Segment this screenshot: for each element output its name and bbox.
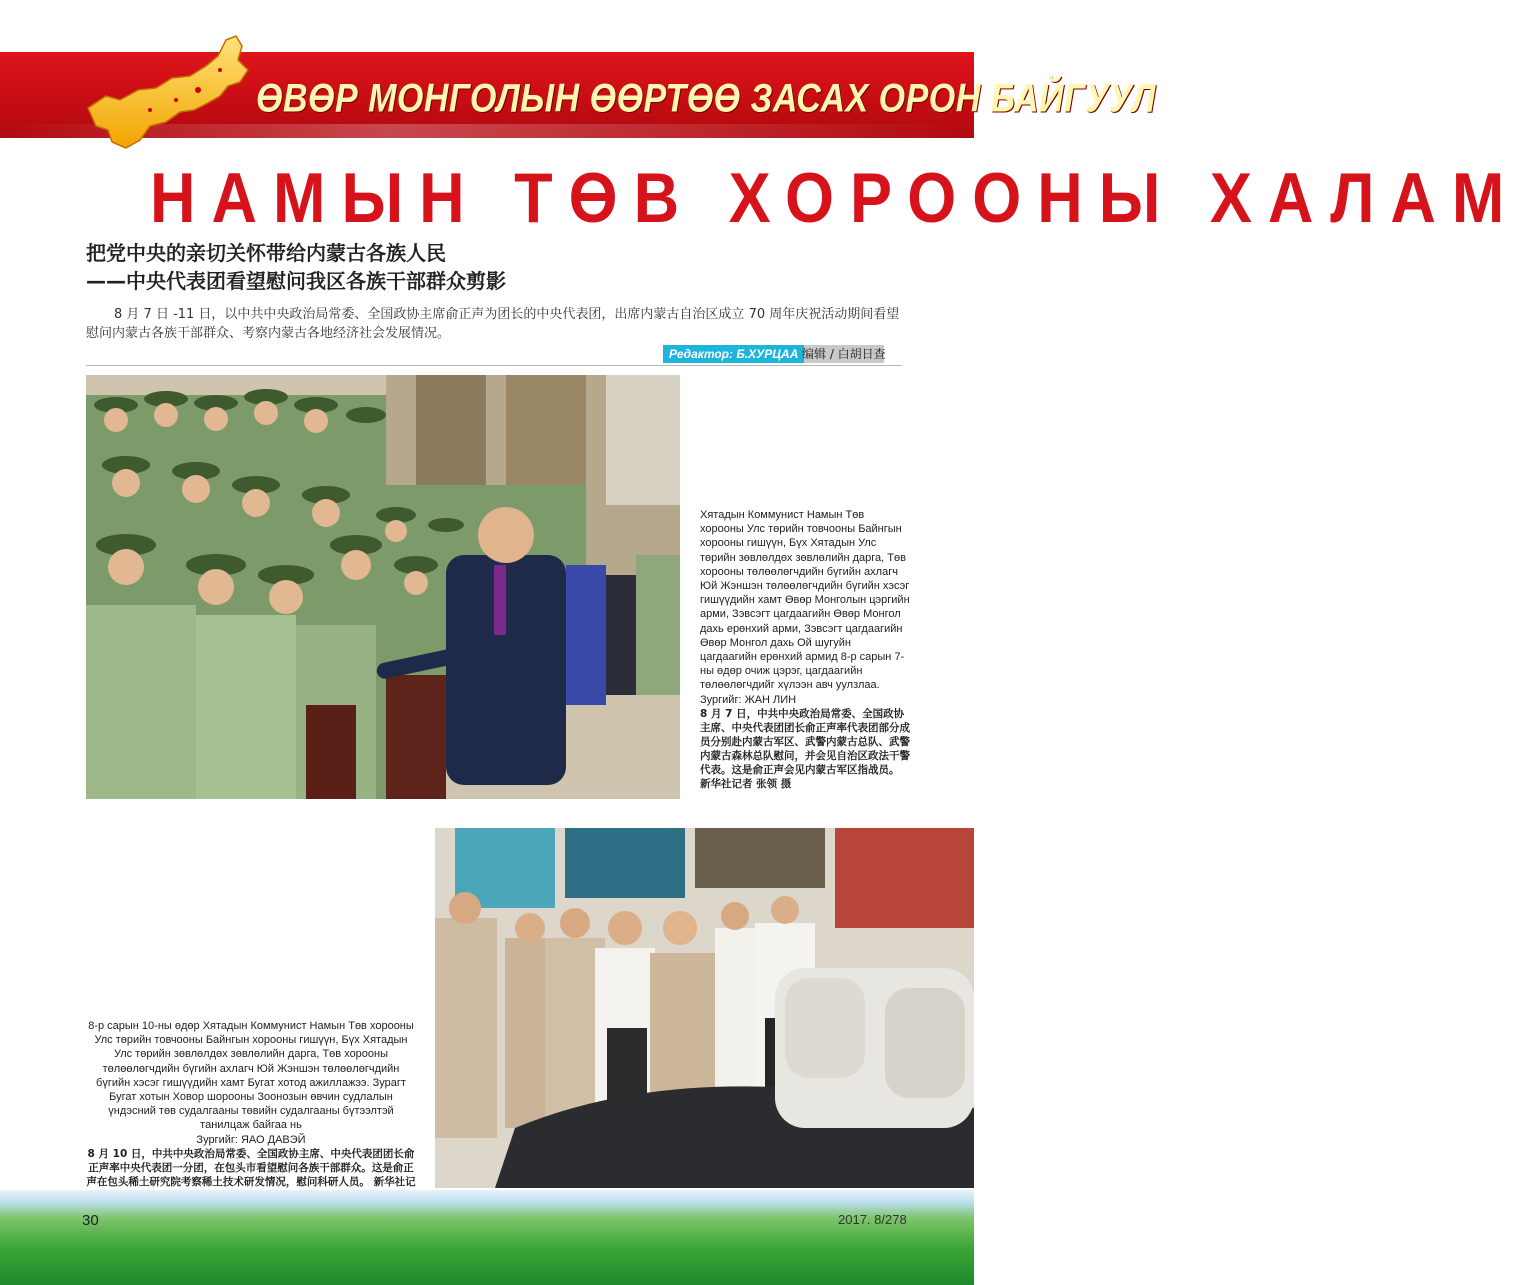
photo2-caption [86,1019,416,1203]
editor-mongolian: Редактор: Б.ХУРЦАА [663,345,804,363]
editor-bar [86,343,902,366]
photo2-credit-mongolian: Зургийг: ЯАО ДАВЭЙ [196,1133,306,1146]
page-number: 30 [82,1212,99,1229]
photo1-credit-mongolian: Зургийг: ЖАН ЛИН [700,693,797,706]
photo1-caption-chinese: 8 月 7 日，中共中央政治局常委、全国政协主席、中央代表团团长俞正声率代表团部分成员分别赴内蒙古军区、武警内蒙古总队、武警内蒙古森林总队慰问，并会见自治区政法干警代表。这是俞正声会见内蒙古军区指战员。 新华社记者 张领 摄 [700,707,910,790]
photo1-caption [700,508,910,791]
issue-number: 2017. 8/278 [838,1212,907,1227]
editor-chinese: 编辑 / 白胡日查 [802,347,886,361]
main-title: НАМЫН ТӨВ ХОРООНЫ ХАЛАМ [150,159,1520,238]
photo-research-visit [435,828,974,1188]
subtitle-line-1: 把党中央的亲切关怀带给内蒙古各族人民 [86,241,446,265]
footer-grassland [0,1190,974,1285]
photo2-caption-chinese: 8 月 10 日，中共中央政治局常委、全国政协主席、中央代表团团长俞正声率中央代表团一分团，在包头市看望慰问各族干部群众。这是俞正声在包头稀土研究院考察稀土技术研发情况，慰问科研人员。 新华社记 [86,1147,416,1188]
banner-title: ӨВӨР МОНГОЛЫН ӨӨРТӨӨ ЗАСАХ ОРОН БАЙГУУЛ [256,76,1156,121]
subtitle-line-2: ——中央代表团看望慰问我区各族干部群众剪影 [86,269,506,293]
photo-soldiers-greeting [86,375,680,799]
photo2-caption-mongolian: 8-р сарын 10-ны өдөр Хятадын Коммунист Намын Төв хорооны Улс төрийн товчооны Байнгын хорооны гишүүн, Бүх Хятадын Улс төрийн зөвлөлдөх зөвлөлийн дарга, Төв хорооны төлөөлөгчдийн бүгийн ахлагч Юй Жэншэн төлөөлөгчдийн бүгийн хэсэг гишүүдийн хамт Бугат хотод ажиллажээ. Зурагт Бугат хотын Ховор шорооны Зоонозын өвчин судлалын үндэсний төв судалгааны төвийн судалгааны бүтээлтэй танилцаж байгаа нь [88,1020,414,1132]
photo1-caption-mongolian: Хятадын Коммунист Намын Төв хорооны Улс төрийн товчооны Байнгын хорооны гишүүн, Бүх Хятадын Улс төрийн зөвлөлдөх зөвлөлийн дарга, Төв хорооны төлөөлөгчдийн бүгийн ахлагч Юй Жэншэн төлөөлөгчдийн бүгийн хэсэг гишүүдийн хамт Өвөр Монголын цэргийн арми, Зэвсэгт цагдаагийн Өвөр Монгол дахь ерөнхий арми, Зэвсэгт цагдаагийн Өвөр Монгол дахь Ой шугуйн цагдаагийн ерөнхий армид 8-р сарын 7-ны өдөр очиж цэрэг, цагдаагийн төлөөлөгчдийг хүлээн авч уулзлаа. [700,509,910,692]
inner-mongolia-map-logo [80,30,270,160]
intro-paragraph: 8 月 7 日 -11 日，以中共中央政治局常委、全国政协主席俞正声为团长的中央代表团，出席内蒙古自治区成立 70 周年庆祝活动期间看望慰问内蒙古各族干部群众、考察内蒙古各地经济社会发展情况。 [86,307,900,341]
